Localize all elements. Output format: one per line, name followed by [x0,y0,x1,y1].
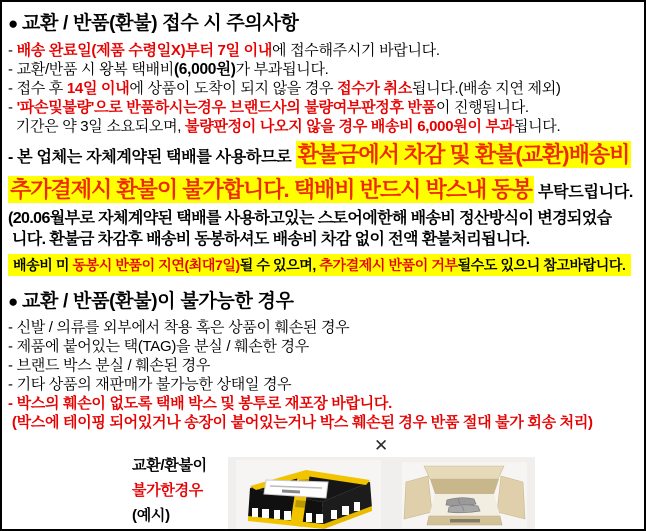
section-title-impossible-text: 교환 / 반품(환불)이 불가능한 경우 [21,291,294,312]
text-segment: 이 진행됩니다. [435,99,529,116]
text-segment: 배송 완료일(제품 수령일X)부터 7일 이내 [16,42,273,59]
open-box-image [402,462,527,528]
text-segment: - [8,99,17,116]
text-segment: 될 수 있으며, [239,257,320,273]
x-icon: ✕ [374,436,388,455]
text-segment: 에 접수해주시기 바랍니다. [272,42,440,59]
settlement-note-line-1: (20.06월부로 자체계약된 택배를 사용하고있는 스토어에한해 배송비 정산방식이 변경되었습 [8,210,612,227]
example-photo-panel [228,457,535,531]
example-caption-line-1: 교환/환불이 [132,457,207,474]
bullet-icon: ● [8,292,18,311]
settlement-note-line-2: 니다. 환불금 차감후 배송비 동봉하셔도 배송비 차감 없이 전액 환불처리됩니다. [8,231,530,248]
notice-lines [8,41,638,136]
text-segment: 될수도 있으니 참고바랍니다. [457,257,626,273]
example-section [8,437,638,531]
impossible-items [8,318,638,432]
example-caption-line-2: 불가한경우 [132,482,203,499]
text-segment: 동봉시 반품이 지연(최대7일) [72,257,240,273]
text-segment: - 접수 후 [8,80,67,97]
enclose-fee-highlight: 추가결제시 환불이 불가합니다. 택배비 반드시 박스내 동봉 [10,177,532,202]
text-segment: 불량판정이 나오지 않을 경우 배송비 6,000원이 부과 [185,118,514,135]
text-segment: 에 상품이 도착이 되지 않을 경우 [129,80,338,97]
text-segment: '파손및불량'으로 반품하시는경우 브랜드사의 불량여부판정후 반품 [16,99,436,116]
text-segment: 접수가 취소 [337,80,412,97]
notice-line [8,79,638,98]
text-segment: - 교환/반품 시 왕복 택배비 [8,61,174,78]
text-segment: 추가결제시 반품이 거부 [319,257,458,273]
text-segment: 기간은 약 3일 소요되오며, [8,118,186,135]
refund-deduction-highlight: 환불금에서 차감 및 환불(교환)배송비 [297,142,630,167]
bullet-icon: ● [8,14,18,33]
text-segment: - 기타 상품의 재판매가 불가능한 상태일 경우 [8,376,292,393]
notice-line [8,375,638,394]
text-segment: (박스에 테이핑 되어있거나 송장이 붙어있는거나 박스 훼손된 경우 반품 절대 불가 회송 처리) [8,414,593,431]
taped-shoebox-image [236,460,381,530]
notice-line [8,356,638,375]
text-segment: 됩니다.(배송 지연 제외) [411,80,561,97]
notice-line [8,337,638,356]
notice-line [8,117,638,136]
delay-warning-banner [8,254,631,276]
text-segment: - [8,42,17,59]
text-segment: 14일 이내 [66,80,130,97]
example-caption-line-3: (예시) [132,507,170,524]
text-segment: - 브랜드 박스 분실 / 훼손된 경우 [8,357,211,374]
text-segment: 가 부과됩니다. [235,61,329,78]
example-caption [8,437,225,531]
enclose-fee-suffix: 부탁드립니다. [533,184,634,201]
notice-line [8,413,638,432]
text-segment: 됩니다. [513,118,561,135]
text-segment: - 박스의 훼손이 없도록 택배 박스 및 봉투로 재포장 바랍니다. [8,395,392,412]
section-title-notice [8,8,638,35]
example-photos-block [225,437,537,531]
notice-line [8,394,638,413]
carrier-notice-line [8,139,638,174]
section-title-impossible [8,286,638,313]
notice-line [8,41,638,60]
text-segment: - 제품에 붙어있는 택(TAG)을 분실 / 훼손한 경우 [8,338,309,355]
enclose-fee-line [8,174,638,208]
carrier-notice-prefix: - 본 업체는 자체계약된 택배를 사용하므로 [8,149,296,166]
section-title-notice-text: 교환 / 반품(환불) 접수 시 주의사항 [21,13,299,34]
text-segment: (6,000원) [173,61,236,78]
notice-line [8,318,638,337]
text-segment: 배송비 미 [13,257,73,273]
notice-line [8,98,638,117]
notice-line [8,60,638,79]
text-segment: - 신발 / 의류를 외부에서 착용 혹은 상품이 훼손된 경우 [8,319,350,336]
